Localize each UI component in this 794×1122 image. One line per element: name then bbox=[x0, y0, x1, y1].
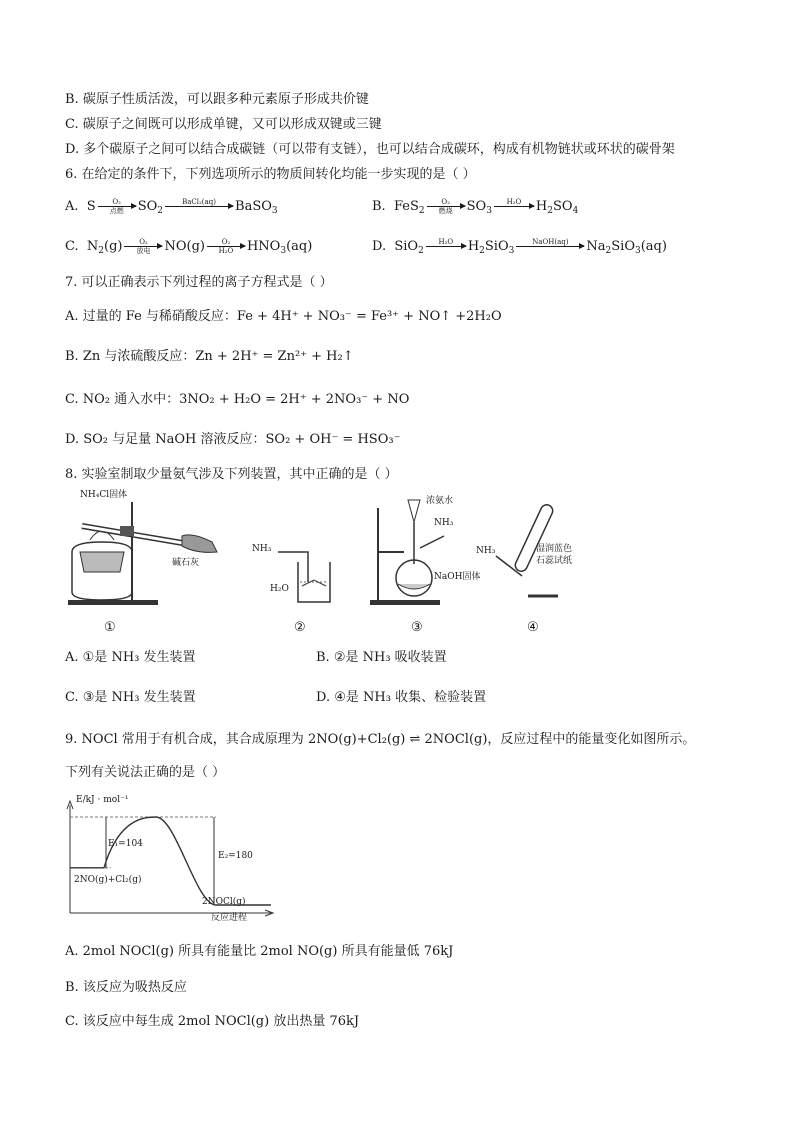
q6-stem: 6. 在给定的条件下，下列选项所示的物质间转化均能一步实现的是（ ） bbox=[65, 167, 476, 182]
chart-e1-label: E₁=104 bbox=[108, 839, 143, 849]
species: H bbox=[467, 239, 480, 254]
q7-stem: 7. 可以正确表示下列过程的离子方程式是（ ） bbox=[65, 275, 333, 290]
q7-option-c: C. NO₂ 通入水中：3NO₂ + H₂O = 2H⁺ + 2NO₃⁻ + NO bbox=[65, 392, 410, 407]
reaction-arrow: NaOH(aq) bbox=[516, 238, 584, 255]
q7-option-a: A. 过量的 Fe 与稀硝酸反应：Fe + 4H⁺ + NO₃⁻ = Fe³⁺ + NO↑ +2H₂O bbox=[65, 309, 502, 324]
q8-option-d: D. ④是 NH₃ 收集、检验装置 bbox=[316, 690, 487, 705]
reaction-arrow: BaCl₂(aq) bbox=[165, 198, 233, 215]
reaction-arrow: $\frac{\text{O₂}}{\text{H₂O}}$ bbox=[207, 238, 245, 255]
species: HNO bbox=[246, 239, 281, 254]
energy-diagram bbox=[66, 795, 286, 925]
figure-number-4: ④ bbox=[527, 620, 539, 635]
species: Na bbox=[586, 239, 606, 254]
option-label: A. bbox=[65, 199, 79, 214]
label-naoh-solid: NaOH固体 bbox=[434, 572, 481, 582]
q5-option-c: C. 碳原子之间既可以形成单键，又可以形成双键或三键 bbox=[65, 117, 382, 132]
q6-option-d: D. SiO$_2$ H₂O $H_2SiO_3$ NaOH(aq) $Na_2SiO_3(aq)$ bbox=[372, 238, 667, 256]
q7-option-d: D. SO₂ 与足量 NaOH 溶液反应：SO₂ + OH⁻ = HSO₃⁻ bbox=[65, 432, 401, 447]
q9-option-c: C. 该反应中每生成 2mol NOCl(g) 放出热量 76kJ bbox=[65, 1014, 360, 1029]
label-nh3: NH₃ bbox=[252, 544, 272, 554]
label-water: H₂O bbox=[270, 584, 289, 594]
reaction-arrow: H₂O bbox=[426, 238, 466, 255]
label-soda-lime: 碱石灰 bbox=[172, 558, 200, 568]
chart-xlabel: 反应进程 bbox=[211, 913, 248, 923]
q7-option-b: B. Zn 与浓硫酸反应：Zn + 2H⁺ = Zn²⁺ + H₂↑ bbox=[65, 349, 354, 364]
option-label: D. bbox=[372, 239, 387, 254]
reaction-arrow: O₂ 燃烧 bbox=[427, 198, 465, 215]
q6-option-b: B. FeS$_2$ O₂ 燃烧 $SO_3$ H₂O $H_2SO_4$ bbox=[372, 198, 579, 216]
species: NO(g) bbox=[164, 239, 205, 254]
energy-chart bbox=[66, 795, 286, 925]
apparatus-figure-4 bbox=[476, 492, 598, 612]
q8-stem: 8. 实验室制取少量氨气涉及下列装置，其中正确的是（ ） bbox=[65, 467, 398, 482]
q5-option-d: D. 多个碳原子之间可以结合成碳链（可以带有支链），也可以结合成碳环，构成有机物链状或环状的碳骨架 bbox=[65, 142, 675, 157]
figure-number-2: ② bbox=[294, 620, 306, 635]
reaction-arrow: H₂O bbox=[494, 198, 534, 215]
q9-stem-line2: 下列有关说法正确的是（ ） bbox=[65, 765, 226, 780]
heating-tube-apparatus bbox=[62, 492, 242, 612]
beaker-absorption bbox=[252, 530, 342, 610]
label-nh3-in: NH₃ bbox=[476, 546, 496, 556]
species: H bbox=[535, 199, 548, 214]
label-nh4cl-solid: NH₄Cl固体 bbox=[80, 490, 128, 500]
apparatus-figure-2 bbox=[252, 530, 342, 610]
reaction-arrow: O₂ 放电 bbox=[124, 238, 162, 255]
species: SO bbox=[466, 199, 487, 214]
species: N bbox=[86, 239, 99, 254]
chart-reactant-label: 2NO(g)+Cl₂(g) bbox=[74, 875, 142, 885]
q9-option-b: B. 该反应为吸热反应 bbox=[65, 980, 187, 995]
figure-number-1: ① bbox=[104, 620, 116, 635]
energy-curve bbox=[70, 817, 271, 905]
q5-option-b: B. 碳原子性质活泼，可以跟多种元素原子形成共价键 bbox=[65, 92, 369, 107]
chart-product-label: 2NOCl(g) bbox=[202, 897, 246, 907]
apparatus-figure-1 bbox=[62, 492, 242, 612]
chart-ylabel: E/kJ · mol⁻¹ bbox=[76, 795, 129, 805]
label-nh3-out: NH₃ bbox=[434, 518, 454, 528]
q6-option-a: A. S O₂ 点燃 $SO_2$ BaCl₂(aq) BaSO$_3$ bbox=[65, 198, 278, 216]
option-label: B. bbox=[372, 199, 386, 214]
label-litmus-2: 石蕊试纸 bbox=[536, 556, 573, 566]
option-label: C. bbox=[65, 239, 79, 254]
reaction-arrow: O₂ 点燃 bbox=[98, 198, 136, 215]
label-litmus-1: 湿润蓝色 bbox=[536, 544, 573, 554]
species: SiO bbox=[394, 239, 419, 254]
species: S bbox=[86, 199, 96, 214]
species: SO bbox=[137, 199, 158, 214]
species: BaSO bbox=[235, 199, 272, 214]
q9-stem-line1: 9. NOCl 常用于有机合成，其合成原理为 2NO(g)+Cl₂(g) ⇌ 2NOCl(g)，反应过程中的能量变化如图所示。 bbox=[65, 732, 696, 747]
q8-option-b: B. ②是 NH₃ 吸收装置 bbox=[316, 650, 447, 665]
figure-number-3: ③ bbox=[411, 620, 423, 635]
q8-option-a: A. ①是 NH₃ 发生装置 bbox=[65, 650, 196, 665]
q6-option-c: C. $N_2(g)$ O₂ 放电 NO(g) $\frac{\text{O₂}}{\text{H₂O}}$ $HNO_3(aq)$ bbox=[65, 238, 313, 256]
label-conc-ammonia: 浓氨水 bbox=[426, 496, 454, 506]
q9-option-a: A. 2mol NOCl(g) 所具有能量比 2mol NO(g) 所具有能量低 76kJ bbox=[65, 944, 454, 959]
chart-e2-label: E₂=180 bbox=[218, 851, 253, 861]
q8-option-c: C. ③是 NH₃ 发生装置 bbox=[65, 690, 196, 705]
species: FeS bbox=[393, 199, 419, 214]
